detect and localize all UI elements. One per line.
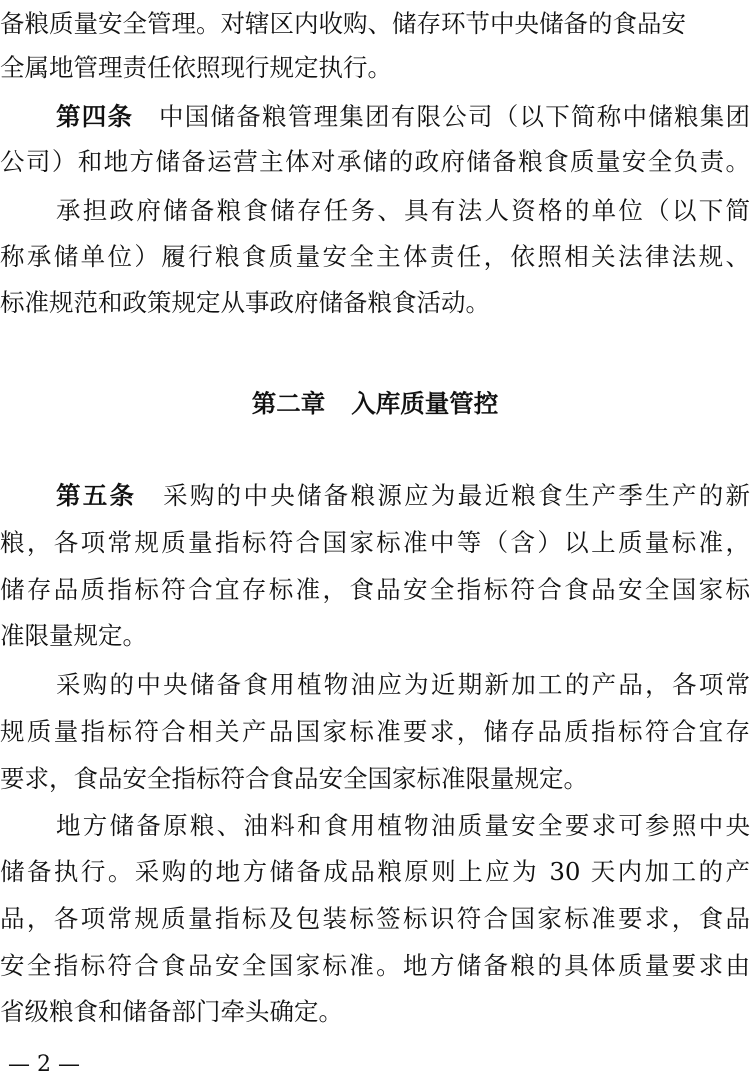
text-line: 安全指标符合食品安全国家标准。地方储备粮的具体质量要求由 [0,951,750,980]
text-line: 品，各项常规质量指标及包装标签标识符合国家标准要求，食品 [0,904,750,933]
text-line: 地方储备原粮、油料和食用植物油质量安全要求可参照中央 [56,811,750,840]
article-4-label: 第四条 [56,102,134,131]
text-line: 粮，各项常规质量指标符合国家标准中等（含）以上质量标准， [0,528,750,557]
text-fragment: 采购的中央储备粮源应为最近粮食生产季生产的新 [163,481,750,510]
page-number: — 2 — [8,1052,80,1077]
text-line: 储备执行。采购的地方储备成品粮原则上应为 30 天内加工的产 [0,857,750,886]
text-line: 称承储单位）履行粮食质量安全主体责任，依照相关法律法规、 [0,242,750,271]
chapter-heading [0,382,750,426]
article-5-first-line [56,474,750,518]
text-line: 规质量指标符合相关产品国家标准要求，储存品质指标符合宜存 [0,717,750,746]
text-fragment: 中国储备粮管理集团有限公司（以下简称中储粮集团 [159,102,750,131]
text-line: 省级粮食和储备部门牵头确定。 [0,997,343,1026]
chapter-number: 第二章 [251,389,326,418]
text-line: 储存品质指标符合宜存标准，食品安全指标符合食品安全国家标 [0,575,750,604]
text-line: 准限量规定。 [0,621,147,650]
article-4-first-line [56,95,750,139]
text-line: 采购的中央储备食用植物油应为近期新加工的产品，各项常 [56,670,750,699]
text-line: 备粮质量安全管理。对辖区内收购、储存环节中央储备的食品安 [0,9,686,38]
article-5-label: 第五条 [56,481,137,510]
text-line: 公司）和地方储备运营主体对承储的政府储备粮食质量安全负责。 [0,147,750,176]
text-line: 标准规范和政策规定从事政府储备粮食活动。 [0,288,490,317]
text-line: 全属地管理责任依照现行规定执行。 [0,53,392,82]
chapter-title: 入库质量管控 [351,389,499,418]
text-line: 要求，食品安全指标符合食品安全国家标准限量规定。 [0,764,588,793]
text-line: 承担政府储备粮食储存任务、具有法人资格的单位（以下简 [56,196,750,225]
